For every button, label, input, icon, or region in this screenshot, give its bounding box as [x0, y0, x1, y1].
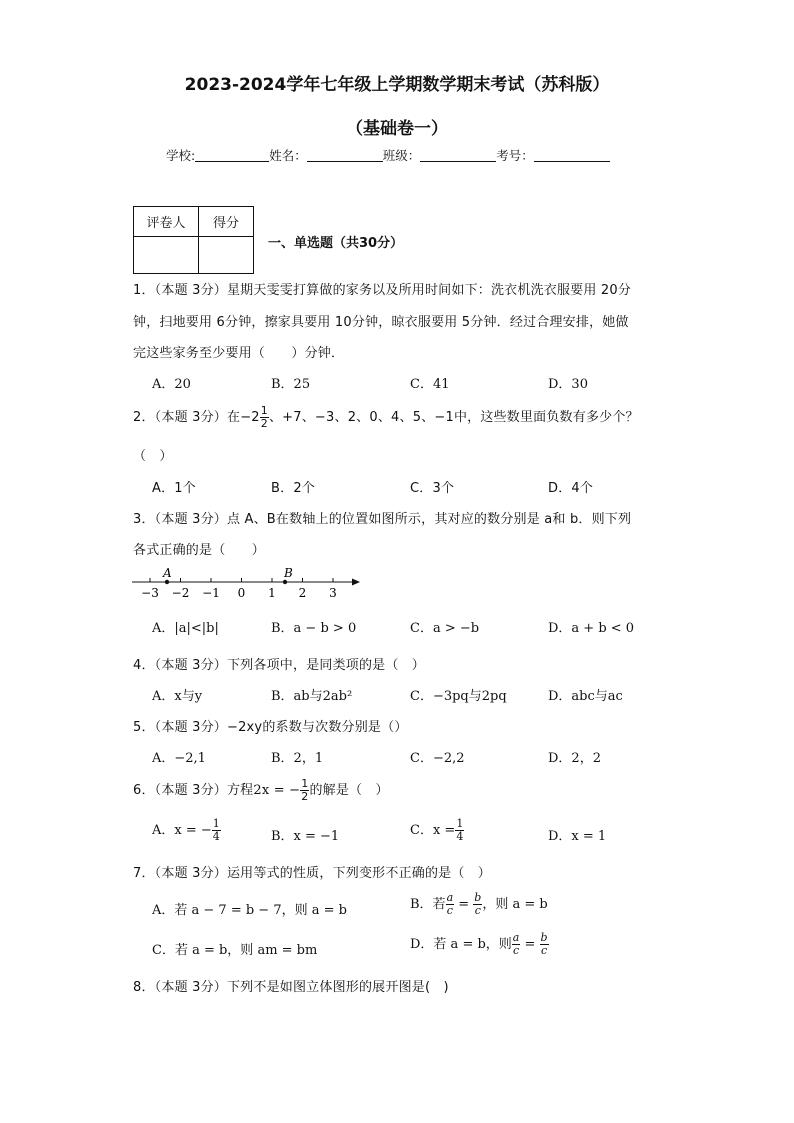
q3-option-b[interactable]: B．a − b > 0: [271, 621, 357, 636]
q4-option-c[interactable]: C．−3pq与2pq: [410, 689, 507, 704]
point-a-label: A: [163, 566, 172, 580]
axis-tick-label: −3: [141, 586, 159, 600]
q6-c-fraction: [455, 818, 464, 843]
q6-den: 2: [301, 790, 309, 803]
q2-option-d[interactable]: D．4个: [548, 481, 594, 496]
q7-b-den-b: c: [474, 904, 481, 917]
q7-option-c[interactable]: C．若 a = b，则 am = bm: [152, 943, 318, 958]
q2-option-b[interactable]: B．2个: [271, 481, 315, 496]
axis-tick-label: −2: [171, 586, 190, 600]
q7-b-frac-a: [446, 892, 455, 917]
q3-line1: 3．（本题 3分）点 A、B在数轴上的位置如图所示，其对应的数分别是 a和 b．则下列: [133, 512, 632, 527]
q7-d-frac-b: [540, 932, 549, 957]
q6-equation: 2x = −: [253, 783, 301, 798]
q3-option-d[interactable]: D．a + b < 0: [548, 621, 635, 636]
page-subtitle: （基础卷一）: [346, 119, 448, 139]
q7-d-num-a: a: [512, 931, 520, 944]
q4-line1: 4．（本题 3分）下列各项中，是同类项的是（ ）: [133, 658, 425, 673]
q2-prefix: 2．（本题 3分）在: [133, 410, 241, 425]
q1-option-d[interactable]: D．30: [548, 377, 588, 392]
q8-line1: 8．（本题 3分）下列不是如图立体图形的展开图是( ): [133, 980, 449, 995]
school-field[interactable]: [195, 149, 269, 162]
q4-option-b[interactable]: B．ab与2ab²: [271, 689, 353, 704]
q7-d-num-b: b: [540, 931, 548, 944]
q6-a-fraction: [212, 818, 221, 843]
number-line-figure: [128, 563, 368, 601]
q7-d-frac-a: [512, 932, 521, 957]
score-cell[interactable]: [199, 237, 254, 274]
q2-num: 1: [260, 404, 268, 417]
q1-option-c[interactable]: C．41: [410, 377, 450, 392]
number-field[interactable]: [534, 149, 610, 162]
point-b-label: B: [284, 566, 293, 580]
q7-b-den-a: c: [446, 904, 453, 917]
name-field[interactable]: [307, 149, 383, 162]
q6-option-d[interactable]: D．x = 1: [548, 829, 607, 844]
axis-tick-label: −1: [202, 586, 220, 600]
q2-line2: （ ）: [133, 449, 173, 464]
q7-b-num-b: b: [474, 891, 482, 904]
q2-rest: 、+7、−3、2、0、4、5、−1中，这些数里面负数有多少个？: [268, 410, 639, 425]
q7-option-d[interactable]: D．若 a = b，则 $\frac{a}{c}$ = $\frac{b}{c}$: [410, 931, 548, 957]
q7-d-den-b: c: [540, 944, 548, 957]
q2-fraction: [260, 405, 269, 430]
q6-prefix: 6．（本题 3分）方程: [133, 783, 254, 798]
q2-den: 2: [260, 417, 268, 430]
q5-option-a[interactable]: A．−2,1: [152, 751, 206, 766]
q1-line2: 钟，扫地要用 6分钟，擦家具要用 10分钟，晾衣服要用 5分钟．经过合理安排，她做: [133, 315, 629, 330]
q4-option-a[interactable]: A．x与y: [152, 689, 203, 704]
class-label: 班级：: [382, 148, 421, 163]
q5-line1: 5．（本题 3分）−2xy的系数与次数分别是（）: [133, 720, 408, 735]
q7-line1: 7．（本题 3分）运用等式的性质，下列变形不正确的是（ ）: [133, 866, 491, 881]
q6-option-c[interactable]: [410, 818, 464, 843]
q6-c-prefix: C．: [410, 823, 433, 838]
q5-option-b[interactable]: B．2，1: [271, 751, 324, 766]
q1-option-a[interactable]: A．20: [152, 377, 191, 392]
page-title: 2023-2024学年七年级上学期数学期末考试（苏科版）: [184, 75, 610, 95]
school-label: 学校:: [166, 148, 196, 163]
q6-c-eq: x =: [432, 823, 456, 838]
q7-d-prefix: D．若 a = b，则: [410, 937, 512, 952]
axis-tick-label: 1: [268, 586, 276, 600]
q3-option-a[interactable]: A．|a|<|b|: [152, 621, 219, 636]
q2-whole: −2: [240, 410, 260, 425]
q1-option-b[interactable]: B．25: [271, 377, 311, 392]
q6-suffix: 的解是（ ）: [309, 783, 389, 798]
q6-a-den: 4: [212, 830, 220, 843]
q1-line3: 完这些家务至少要用（ ）分钟．: [133, 346, 345, 361]
q7-b-suffix: ，则 a = b: [482, 897, 548, 912]
q4-option-d[interactable]: D．abc与ac: [548, 689, 623, 704]
q7-b-prefix: B．若: [410, 897, 446, 912]
q6-line1: [133, 778, 389, 803]
axis-tick-label: 0: [237, 586, 246, 600]
q2-line1: [133, 405, 639, 430]
point-b-dot: [283, 580, 287, 584]
q5-option-c[interactable]: C．−2,2: [410, 751, 465, 766]
q6-option-b[interactable]: B．x = −1: [271, 829, 340, 844]
axis-tick-label: 3: [329, 586, 337, 600]
q2-option-a[interactable]: A．1个: [152, 481, 196, 496]
q6-num: 1: [301, 777, 309, 790]
q6-a-eq: x = −: [174, 823, 212, 838]
section-heading: 一、单选题（共30分）: [268, 236, 404, 251]
q7-option-b[interactable]: B．若 $\frac{a}{c}$ = $\frac{b}{c}$ ，则 a = b: [410, 891, 548, 917]
q3-line2: 各式正确的是（ ）: [133, 543, 266, 558]
student-info-row: [166, 146, 610, 164]
class-field[interactable]: [420, 149, 496, 162]
q6-c-num: 1: [456, 817, 464, 830]
score-header: 得分: [199, 207, 254, 237]
name-label: 姓名：: [269, 148, 307, 163]
q6-c-den: 4: [456, 830, 464, 843]
number-label: 考号：: [496, 148, 534, 163]
q7-b-num-a: a: [446, 891, 454, 904]
q7-b-frac-b: [473, 892, 482, 917]
grader-header: 评卷人: [134, 207, 199, 237]
q7-option-a[interactable]: A．若 a − 7 = b − 7，则 a = b: [152, 903, 347, 918]
q7-d-den-a: c: [512, 944, 520, 957]
grading-table: [133, 206, 254, 274]
q6-option-a[interactable]: [152, 818, 221, 843]
grader-cell[interactable]: [134, 237, 199, 274]
q5-option-d[interactable]: D．2，2: [548, 751, 601, 766]
q6-a-prefix: A．: [152, 823, 175, 838]
q2-option-c[interactable]: C．3个: [410, 481, 455, 496]
q6-a-num: 1: [212, 817, 220, 830]
q3-option-c[interactable]: C．a > −b: [410, 621, 480, 636]
axis-tick-label: 2: [298, 586, 307, 600]
point-a-dot: [165, 580, 169, 584]
q1-line1: 1．（本题 3分）星期天雯雯打算做的家务以及所用时间如下：洗衣机洗衣服要用 20分: [133, 283, 632, 298]
arrow-icon: [352, 579, 360, 586]
